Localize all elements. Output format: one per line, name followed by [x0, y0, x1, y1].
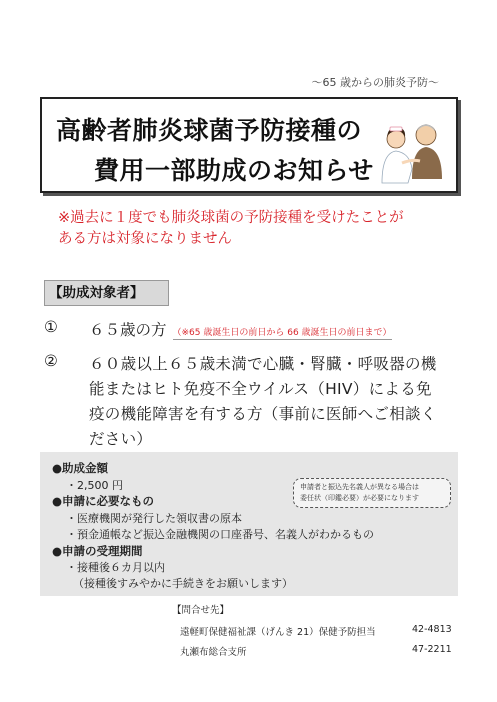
title-box [40, 97, 458, 193]
title-line-2: 費用一部助成のお知らせ [94, 156, 374, 185]
target-text-2-line: 能またはヒト免疫不全ウイルス（HIV）による免 [89, 380, 432, 398]
amount-value: ・2,500 円 [66, 479, 123, 492]
notice-line-1: ※過去に１度でも肺炎球菌の予防接種を受けたことが [58, 210, 404, 226]
target-text-1 [89, 318, 392, 346]
target-number-1: ① [44, 318, 58, 336]
target-text-1-main: ６５歳の方 [89, 321, 167, 339]
required-heading: ●申請に必要なもの [52, 494, 155, 508]
bubble-line-1: 申請者と振込先名義人が異なる場合は [300, 483, 419, 491]
delegation-note-bubble [293, 478, 451, 508]
subtitle: ～65 歳からの肺炎予防～ [311, 76, 439, 89]
period-item: ・接種後６カ月以内 [66, 561, 165, 574]
contact-heading: 【問合せ先】 [172, 605, 230, 616]
required-item: ・医療機関が発行した領収書の原本 [66, 512, 242, 525]
notice-line-2: ある方は対象になりません [58, 231, 232, 247]
required-item: ・預金通帳など振込金融機関の口座番号、名義人がわかるもの [66, 528, 374, 541]
target-text-2-line: ６０歳以上６５歳未満で心臓・腎臓・呼吸器の機 [89, 355, 437, 373]
contact-org-2: 丸瀬布総合支所 [180, 647, 247, 658]
nurse-and-elder-illustration [376, 107, 450, 187]
bubble-line-2: 委任状（印鑑必要）が必要になります [300, 494, 419, 502]
period-item: （接種後すみやかに手続きをお願いします） [73, 577, 293, 590]
contact-tel-2: 47-2211 [412, 644, 452, 655]
target-item-1 [44, 318, 464, 344]
section-title: 【助成対象者】 [44, 280, 169, 306]
target-note-1: （※65 歳誕生日の前日から 66 歳誕生日の前日まで） [172, 328, 392, 338]
target-text-2 [89, 352, 493, 452]
title-line-1: 高齢者肺炎球菌予防接種の [56, 116, 363, 145]
target-number-2: ② [44, 352, 58, 370]
target-text-2-line: 疫の機能障害を有する方（事前に医師へご相談く [89, 405, 437, 423]
contact-tel-1: 42-4813 [412, 624, 452, 635]
amount-heading: ●助成金額 [52, 461, 109, 475]
notice [58, 208, 458, 250]
target-text-2-line: ださい） [89, 430, 153, 448]
info-box [40, 452, 458, 596]
contact-block [172, 602, 462, 662]
target-item-2 [44, 352, 464, 448]
period-heading: ●申請の受理期間 [52, 544, 143, 558]
contact-org-1: 遠軽町保健福祉課（げんき 21）保健予防担当 [180, 627, 376, 638]
